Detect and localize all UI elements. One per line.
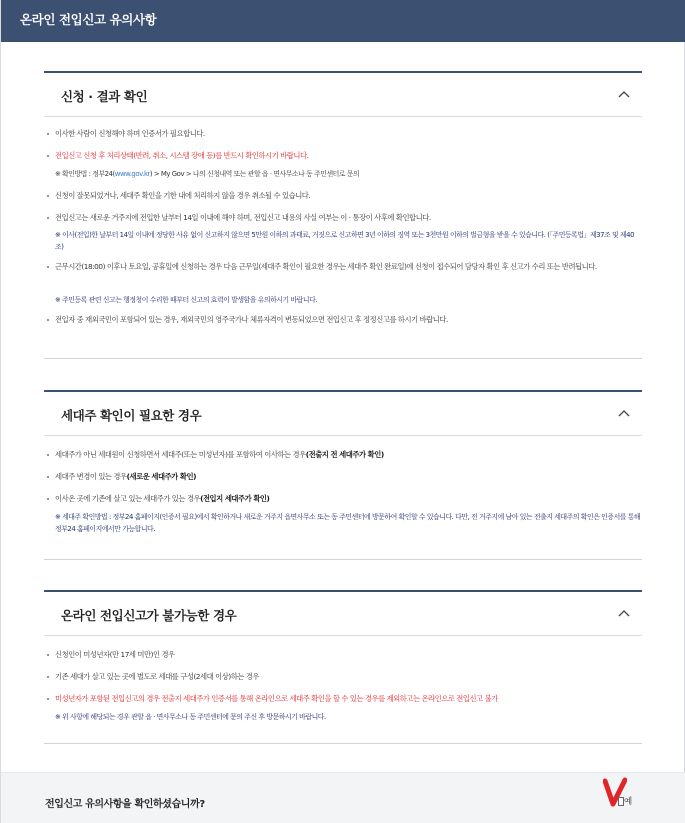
section-body [44, 636, 642, 744]
yes-label[interactable]: 예 [624, 797, 633, 807]
note-text: ※ 이사(전입)한 날부터 14일 이내에 정당한 사유 없이 신고하지 않으면 5만원 이하의 과태료, 거짓으로 신고하면 3년 이하의 징역 또는 3천만원 이하의 벌금형을 받을 수 있습니다. (「주민등록법」제37조 및 제40조) [55, 231, 635, 251]
chevron-up-icon[interactable] [616, 406, 632, 422]
confirm-bar [1, 772, 685, 823]
list-item: 신청이 잘못되었거나, 세대주 확인을 기한 내에 처리하지 않을 경우 취소될 수 있습니다. [48, 189, 642, 202]
section-header[interactable] [44, 71, 642, 117]
section-apply-result [44, 71, 642, 359]
list-item: 전입자 중 재외국민이 포함되어 있는 경우, 재외국민의 영주국가나 체류자격이 변동되었으면 전입신고 후 정정신고를 하시기 바랍니다. [48, 313, 642, 326]
section-header[interactable] [44, 590, 642, 636]
list-item: 세대주 변경이 있는 경우(새로운 세대주가 확인) [48, 470, 642, 483]
section-title: 세대주 확인이 필요한 경우 [61, 408, 202, 423]
page-title: 온라인 전입신고 유의사항 [20, 12, 157, 27]
section-body [44, 436, 642, 560]
list-item: 근무시간(18:00) 이후나 토요일, 공휴일에 신청하는 경우 다음 근무일(세대주 확인이 필요한 경우는 세대주 확인 완료일)에 신청이 접수되어 담당자 확인 후 신고가 수리 또는 반려됩니다. [48, 260, 642, 273]
list-item: 전입신고 신청 후 처리상태(반려, 취소, 시스템 장애 등)를 반드시 확인하시기 바랍니다. [48, 149, 642, 162]
section-header[interactable] [44, 390, 642, 436]
page-header [1, 0, 685, 42]
chevron-up-icon[interactable] [616, 606, 632, 622]
section-body [44, 117, 642, 359]
list-item: 전입신고는 새로운 거주지에 전입한 날부터 14일 이내에 해야 하며, 전입신고 내용의 사실 여부는 이 · 통장이 사후에 확인합니다. [48, 211, 642, 224]
list-item: 이사온 곳에 기존에 살고 있는 세대주가 있는 경우(전입지 세대주가 확인) [48, 492, 642, 505]
note-text: ※ 주민등록 관련 신고는 행정청이 수리한 때부터 신고의 효력이 발생함을 유의하시기 바랍니다. [55, 296, 318, 304]
section-householder-confirm [44, 390, 642, 560]
chevron-up-icon[interactable] [616, 87, 632, 103]
list-item: 기존 세대가 살고 있는 곳에 별도로 세대를 구성(2세대 이상)하는 경우 [48, 670, 642, 683]
note-text: ※ 확인방법 : 정부24(www.gov.kr) > My Gov > 나의 신청내역 또는 관할 읍 · 면사무소나 동 주민센터로 문의 [55, 170, 360, 178]
confirm-question: 전입신고 유의사항을 확인하셨습니까? [45, 799, 205, 810]
list-item: 미성년자가 포함된 전입신고의 경우 전출지 세대주가 인증서를 통해 온라인으로 세대주 확인을 할 수 있는 경우를 제외하고는 온라인으로 전입신고 불가 [48, 692, 642, 705]
list-item: 이사한 사람이 신청해야 하며 인증서가 필요합니다. [48, 127, 642, 140]
section-title: 온라인 전입신고가 불가능한 경우 [61, 608, 237, 623]
list-item: 세대주가 아닌 세대원이 신청하면서 세대주(또는 미성년자)를 포함하여 이사하는 경우(전출지 전 세대주가 확인) [48, 448, 642, 461]
list-item: 신청인이 미성년자(만 17세 미만)인 경우 [48, 648, 642, 661]
gov-link[interactable]: www.gov.kr [114, 170, 150, 178]
section-title: 신청 · 결과 확인 [61, 89, 148, 104]
note-text: ※ 세대주 확인방법 : 정부24 홈페이지(인증서 필요)에서 확인하거나 새로운 거주지 읍면사무소 또는 동 주민센터에 방문하여 확인할 수 있습니다. 다만, 전 거주지에 남아 있는 전출지 세대주의 확인은 인증서를 통해 정부24 홈페이지에서만 가능합니다. [55, 513, 641, 533]
note-text: ※ 위 사항에 해당되는 경우 관할 읍 · 면사무소나 동 주민센터에 문의 주신 후 방문하시기 바랍니다. [55, 713, 326, 721]
section-not-available [44, 590, 642, 744]
